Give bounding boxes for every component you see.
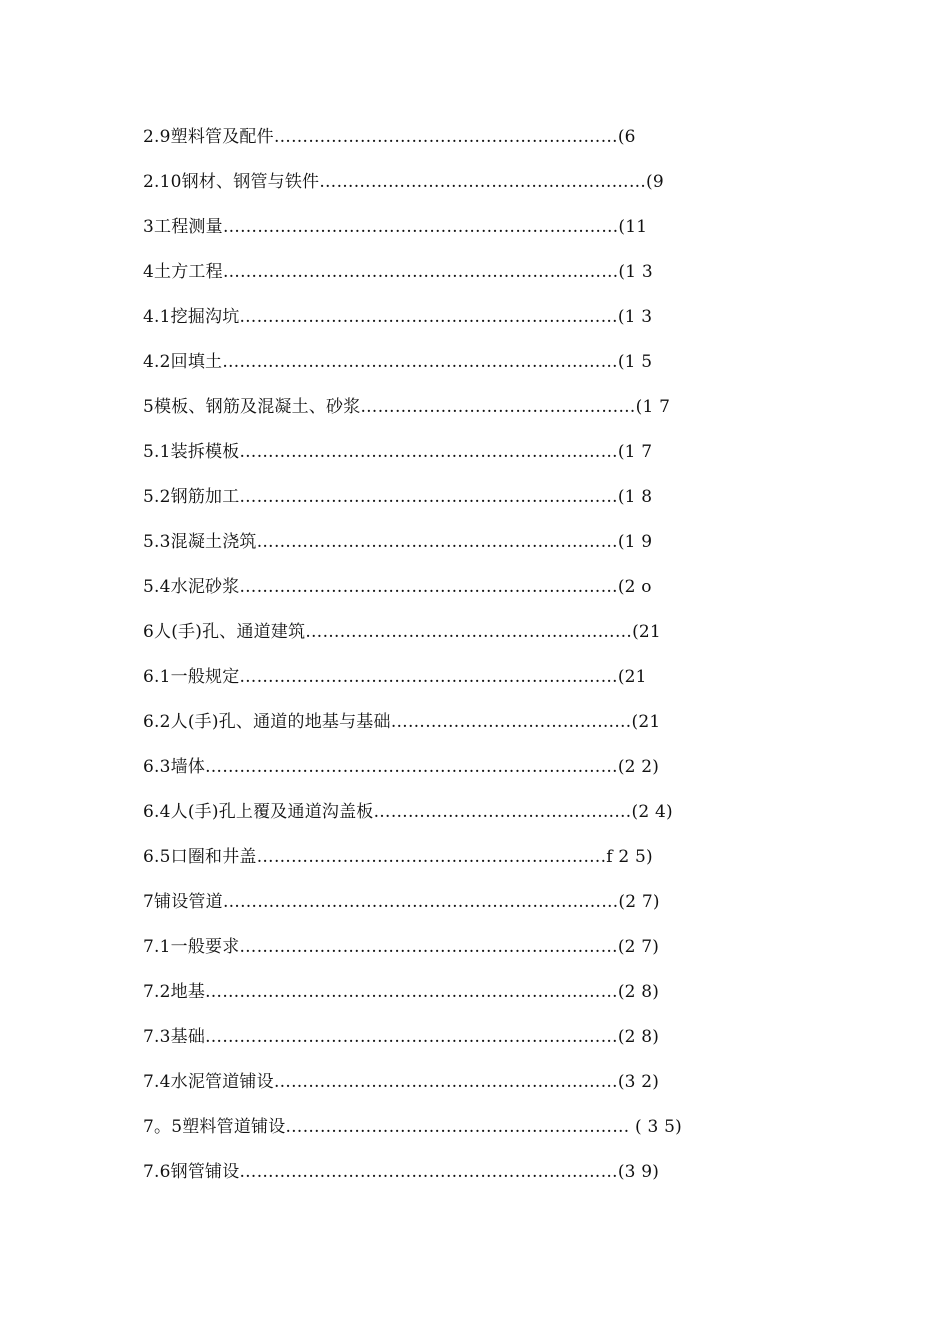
toc-entry-7-6: 7.6钢管铺设…………………………………………………………(3 9) xyxy=(143,1162,660,1182)
toc-entry-6-2: 6.2人(手)孔、通道的地基与基础……………………………………(21 xyxy=(143,712,661,732)
toc-entry-5: 5模板、钢筋及混凝土、砂浆…………………………………………(1 7 xyxy=(143,397,671,417)
toc-entry-6-3: 6.3墙体………………………………………………………………(2 2) xyxy=(143,757,660,777)
toc-entry-6-4: 6.4人(手)孔上覆及通道沟盖板………………………………………(2 4) xyxy=(143,802,673,822)
toc-entry-7-1: 7.1一般要求…………………………………………………………(2 7) xyxy=(143,937,660,957)
toc-entry-2-9: 2.9塑料管及配件……………………………………………………(6 xyxy=(143,127,636,147)
toc-entry-5-1: 5.1装拆模板…………………………………………………………(1 7 xyxy=(143,442,653,462)
toc-entry-5-3: 5.3混凝土浇筑………………………………………………………(1 9 xyxy=(143,532,653,552)
toc-entry-4-2: 4.2回填土……………………………………………………………(1 5 xyxy=(143,352,653,372)
toc-entry-2-10: 2.10钢材、钢管与铁件…………………………………………………(9 xyxy=(143,172,664,192)
toc-entry-6-1: 6.1一般规定…………………………………………………………(21 xyxy=(143,667,647,687)
toc-entry-5-2: 5.2钢筋加工…………………………………………………………(1 8 xyxy=(143,487,653,507)
table-of-contents xyxy=(143,124,903,1204)
toc-entry-5-4: 5.4水泥砂浆…………………………………………………………(2 o xyxy=(143,577,652,597)
toc-entry-7-3: 7.3基础………………………………………………………………(2 8) xyxy=(143,1027,660,1047)
toc-entry-7-2: 7.2地基………………………………………………………………(2 8) xyxy=(143,982,660,1002)
toc-entry-4-1: 4.1挖掘沟坑…………………………………………………………(1 3 xyxy=(143,307,653,327)
toc-entry-7-5: 7。5塑料管道铺设…………………………………………………… ( 3 5) xyxy=(143,1117,682,1137)
toc-entry-6-5: 6.5口圈和井盖…………………………………………………….f 2 5) xyxy=(143,847,653,867)
toc-entry-4: 4土方工程……………………………………………………………(1 3 xyxy=(143,262,653,282)
toc-entry-7-4: 7.4水泥管道铺设……………………………………………………(3 2) xyxy=(143,1072,660,1092)
toc-entry-6: 6人(手)孔、通道建筑…………………………………………………(21 xyxy=(143,622,661,642)
toc-entry-3: 3工程测量……………………………………………………………(11 xyxy=(143,217,648,237)
toc-entry-7: 7铺设管道……………………………………………………………(2 7) xyxy=(143,892,660,912)
